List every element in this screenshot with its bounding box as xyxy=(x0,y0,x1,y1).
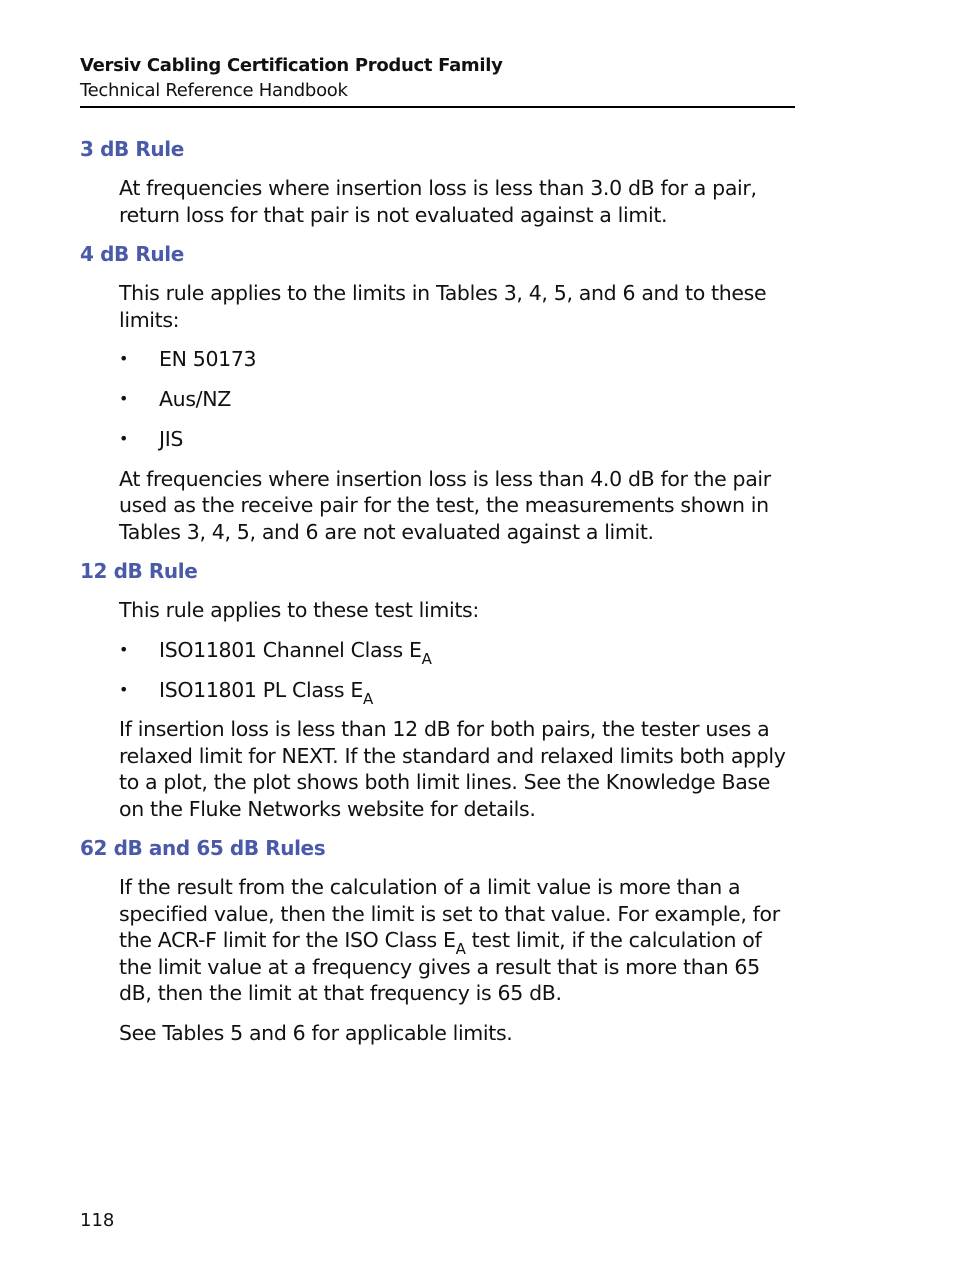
document-subtitle: Technical Reference Handbook xyxy=(80,80,348,101)
bullet-icon: • xyxy=(119,429,129,448)
list-4db-limits xyxy=(119,346,795,453)
running-header xyxy=(80,53,795,108)
heading-4db-rule: 4 dB Rule xyxy=(80,242,184,266)
list-item xyxy=(119,637,795,668)
list-item-text: Aus/NZ xyxy=(159,387,231,411)
paragraph-62-65db-rules xyxy=(119,874,795,1007)
list-item xyxy=(119,386,795,413)
heading-62-65db-rules: 62 dB and 65 dB Rules xyxy=(80,836,326,860)
paragraph-applicable-limits: See Tables 5 and 6 for applicable limits. xyxy=(119,1020,513,1045)
bullet-icon: • xyxy=(119,349,129,368)
list-item xyxy=(119,677,795,708)
subscript: A xyxy=(421,649,432,668)
paragraph-text-part: If the result from the calculation of a limit value is more than a specified value, then the limit is set to that value. For example, for the ACR-F limit for the ISO Class E xyxy=(119,875,780,952)
list-item xyxy=(119,426,795,453)
list-item-text: JIS xyxy=(159,427,184,451)
document-title: Versiv Cabling Certification Product Family xyxy=(80,55,503,76)
list-item-text: ISO11801 Channel Class E xyxy=(159,637,422,662)
list-item-text: EN 50173 xyxy=(159,347,257,371)
paragraph-4db-rule-detail: At frequencies where insertion loss is less than 4.0 dB for the pair used as the receive pair for the test, the measurements shown in Tables 3, 4, 5, and 6 are not evaluated against a limit. xyxy=(119,466,771,544)
paragraph-text-part: test limit, if the calculation of the limit value at a frequency gives a result that is more than 65 dB, then the limit at that frequency is 65 dB. xyxy=(119,928,762,1005)
bullet-icon: • xyxy=(119,639,129,659)
subscript: A xyxy=(455,940,466,958)
list-item-text: ISO11801 PL Class E xyxy=(159,677,363,702)
list-item xyxy=(119,346,795,373)
paragraph-12db-rule-detail: If insertion loss is less than 12 dB for both pairs, the tester uses a relaxed limit for NEXT. If the standard and relaxed limits both apply to a plot, the plot shows both limit lines. See the Knowledge Base on the Fluke Networks website for details. xyxy=(119,717,786,821)
paragraph-12db-rule-intro: This rule applies to these test limits: xyxy=(119,598,479,622)
paragraph-4db-rule-intro: This rule applies to the limits in Tables 3, 4, 5, and 6 and to these limits: xyxy=(119,281,767,332)
paragraph-3db-rule: At frequencies where insertion loss is less than 3.0 dB for a pair, return loss for that pair is not evaluated against a limit. xyxy=(119,176,757,227)
bullet-icon: • xyxy=(119,389,129,408)
page-content xyxy=(80,136,795,1059)
heading-3db-rule: 3 dB Rule xyxy=(80,137,184,161)
subscript: A xyxy=(362,689,373,708)
bullet-icon: • xyxy=(119,679,129,699)
list-12db-limits xyxy=(119,637,795,708)
heading-12db-rule: 12 dB Rule xyxy=(80,559,198,583)
page-number: 118 xyxy=(80,1210,115,1231)
